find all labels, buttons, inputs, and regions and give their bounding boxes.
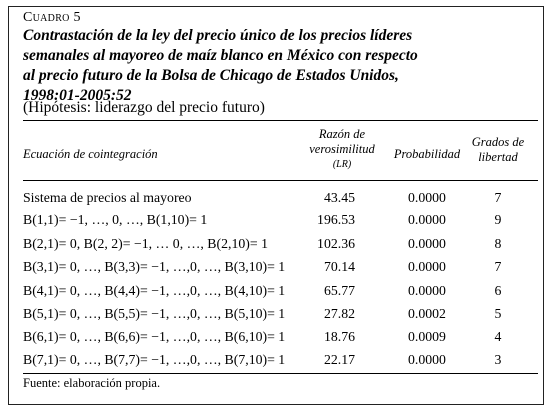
- caption-line: Contrastación de la ley del precio único de los precios líderes: [23, 27, 413, 44]
- header-equation: Ecuación de cointegración: [23, 147, 158, 161]
- cell-lr: 70.14: [323, 259, 355, 274]
- cell-equation: B(3,1)= 0, …, B(3,3)= −1, …,0, …, B(3,10)= 1: [23, 259, 286, 274]
- cell-probability: 0.0002: [408, 306, 446, 321]
- table-row: [9, 325, 545, 348]
- table-row: [9, 186, 545, 209]
- cell-dof: 8: [494, 236, 502, 251]
- cell-lr: 22.17: [323, 352, 355, 367]
- table-caption: [23, 26, 538, 106]
- cell-probability: 0.0000: [408, 283, 446, 298]
- cell-equation: B(2,1)= 0, B(2, 2)= −1, … 0, …, B(2,10)= 1: [23, 236, 268, 251]
- cell-dof: 5: [494, 306, 502, 321]
- cell-probability: 0.0009: [408, 329, 446, 344]
- cell-dof: 9: [494, 212, 502, 227]
- cell-lr: 65.77: [323, 283, 355, 298]
- header-dof-line: libertad: [478, 150, 518, 164]
- header-probability: Probabilidad: [393, 147, 461, 161]
- table-source-note: Fuente: elaboración propia.: [23, 376, 161, 390]
- caption-line: al precio futuro de la Bolsa de Chicago de Estados Unidos,: [23, 67, 399, 84]
- cell-probability: 0.0000: [408, 212, 446, 227]
- cell-lr: 27.82: [323, 306, 355, 321]
- cell-dof: 3: [494, 352, 502, 367]
- cell-probability: 0.0000: [408, 236, 446, 251]
- bottom-rule: [23, 373, 538, 374]
- header-rule: [23, 180, 538, 181]
- cell-equation: Sistema de precios al mayoreo: [23, 190, 192, 205]
- table-row: [9, 279, 545, 302]
- cell-dof: 4: [494, 329, 502, 344]
- top-rule: [23, 120, 538, 121]
- cell-probability: 0.0000: [408, 190, 446, 205]
- table-label: Cuadro 5: [23, 10, 81, 25]
- cell-probability: 0.0000: [408, 352, 446, 367]
- hypothesis-note: (Hipótesis: liderazgo del precio futuro): [23, 99, 265, 116]
- header-lr-line: verosimilitud: [309, 142, 375, 156]
- header-likelihood-ratio: [297, 127, 387, 172]
- cell-probability: 0.0000: [408, 259, 446, 274]
- cell-dof: 7: [494, 190, 502, 205]
- cell-equation: B(4,1)= 0, …, B(4,4)= −1, …,0, …, B(4,10)= 1: [23, 283, 286, 298]
- cell-equation: B(5,1)= 0, …, B(5,5)= −1, …,0, …, B(5,10)= 1: [23, 306, 286, 321]
- cell-equation: B(1,1)= −1, …, 0, …, B(1,10)= 1: [23, 212, 208, 227]
- caption-line: semanales al mayoreo de maíz blanco en México con respecto: [23, 47, 418, 64]
- header-lr-line: Razón de: [318, 127, 366, 141]
- cell-lr: 196.53: [317, 212, 355, 227]
- table-row: [9, 348, 545, 371]
- header-dof-line: Grados de: [471, 135, 525, 149]
- cell-dof: 6: [494, 283, 502, 298]
- caption-line: 1998:01-2005:52: [23, 87, 132, 104]
- header-lr-abbrev: (LR): [332, 159, 352, 170]
- table-row: [9, 232, 545, 255]
- cell-lr: 43.45: [323, 190, 355, 205]
- cell-lr: 102.36: [317, 236, 355, 251]
- cell-equation: B(6,1)= 0, …, B(6,6)= −1, …,0, …, B(6,10)= 1: [23, 329, 286, 344]
- table-row: [9, 208, 545, 231]
- cell-lr: 18.76: [323, 329, 355, 344]
- header-degrees-of-freedom: [461, 135, 535, 165]
- cell-dof: 7: [494, 259, 502, 274]
- cell-equation: B(7,1)= 0, …, B(7,7)= −1, …,0, …, B(7,10)= 1: [23, 352, 286, 367]
- table-frame: [8, 6, 544, 405]
- table-row: [9, 255, 545, 278]
- table-row: [9, 302, 545, 325]
